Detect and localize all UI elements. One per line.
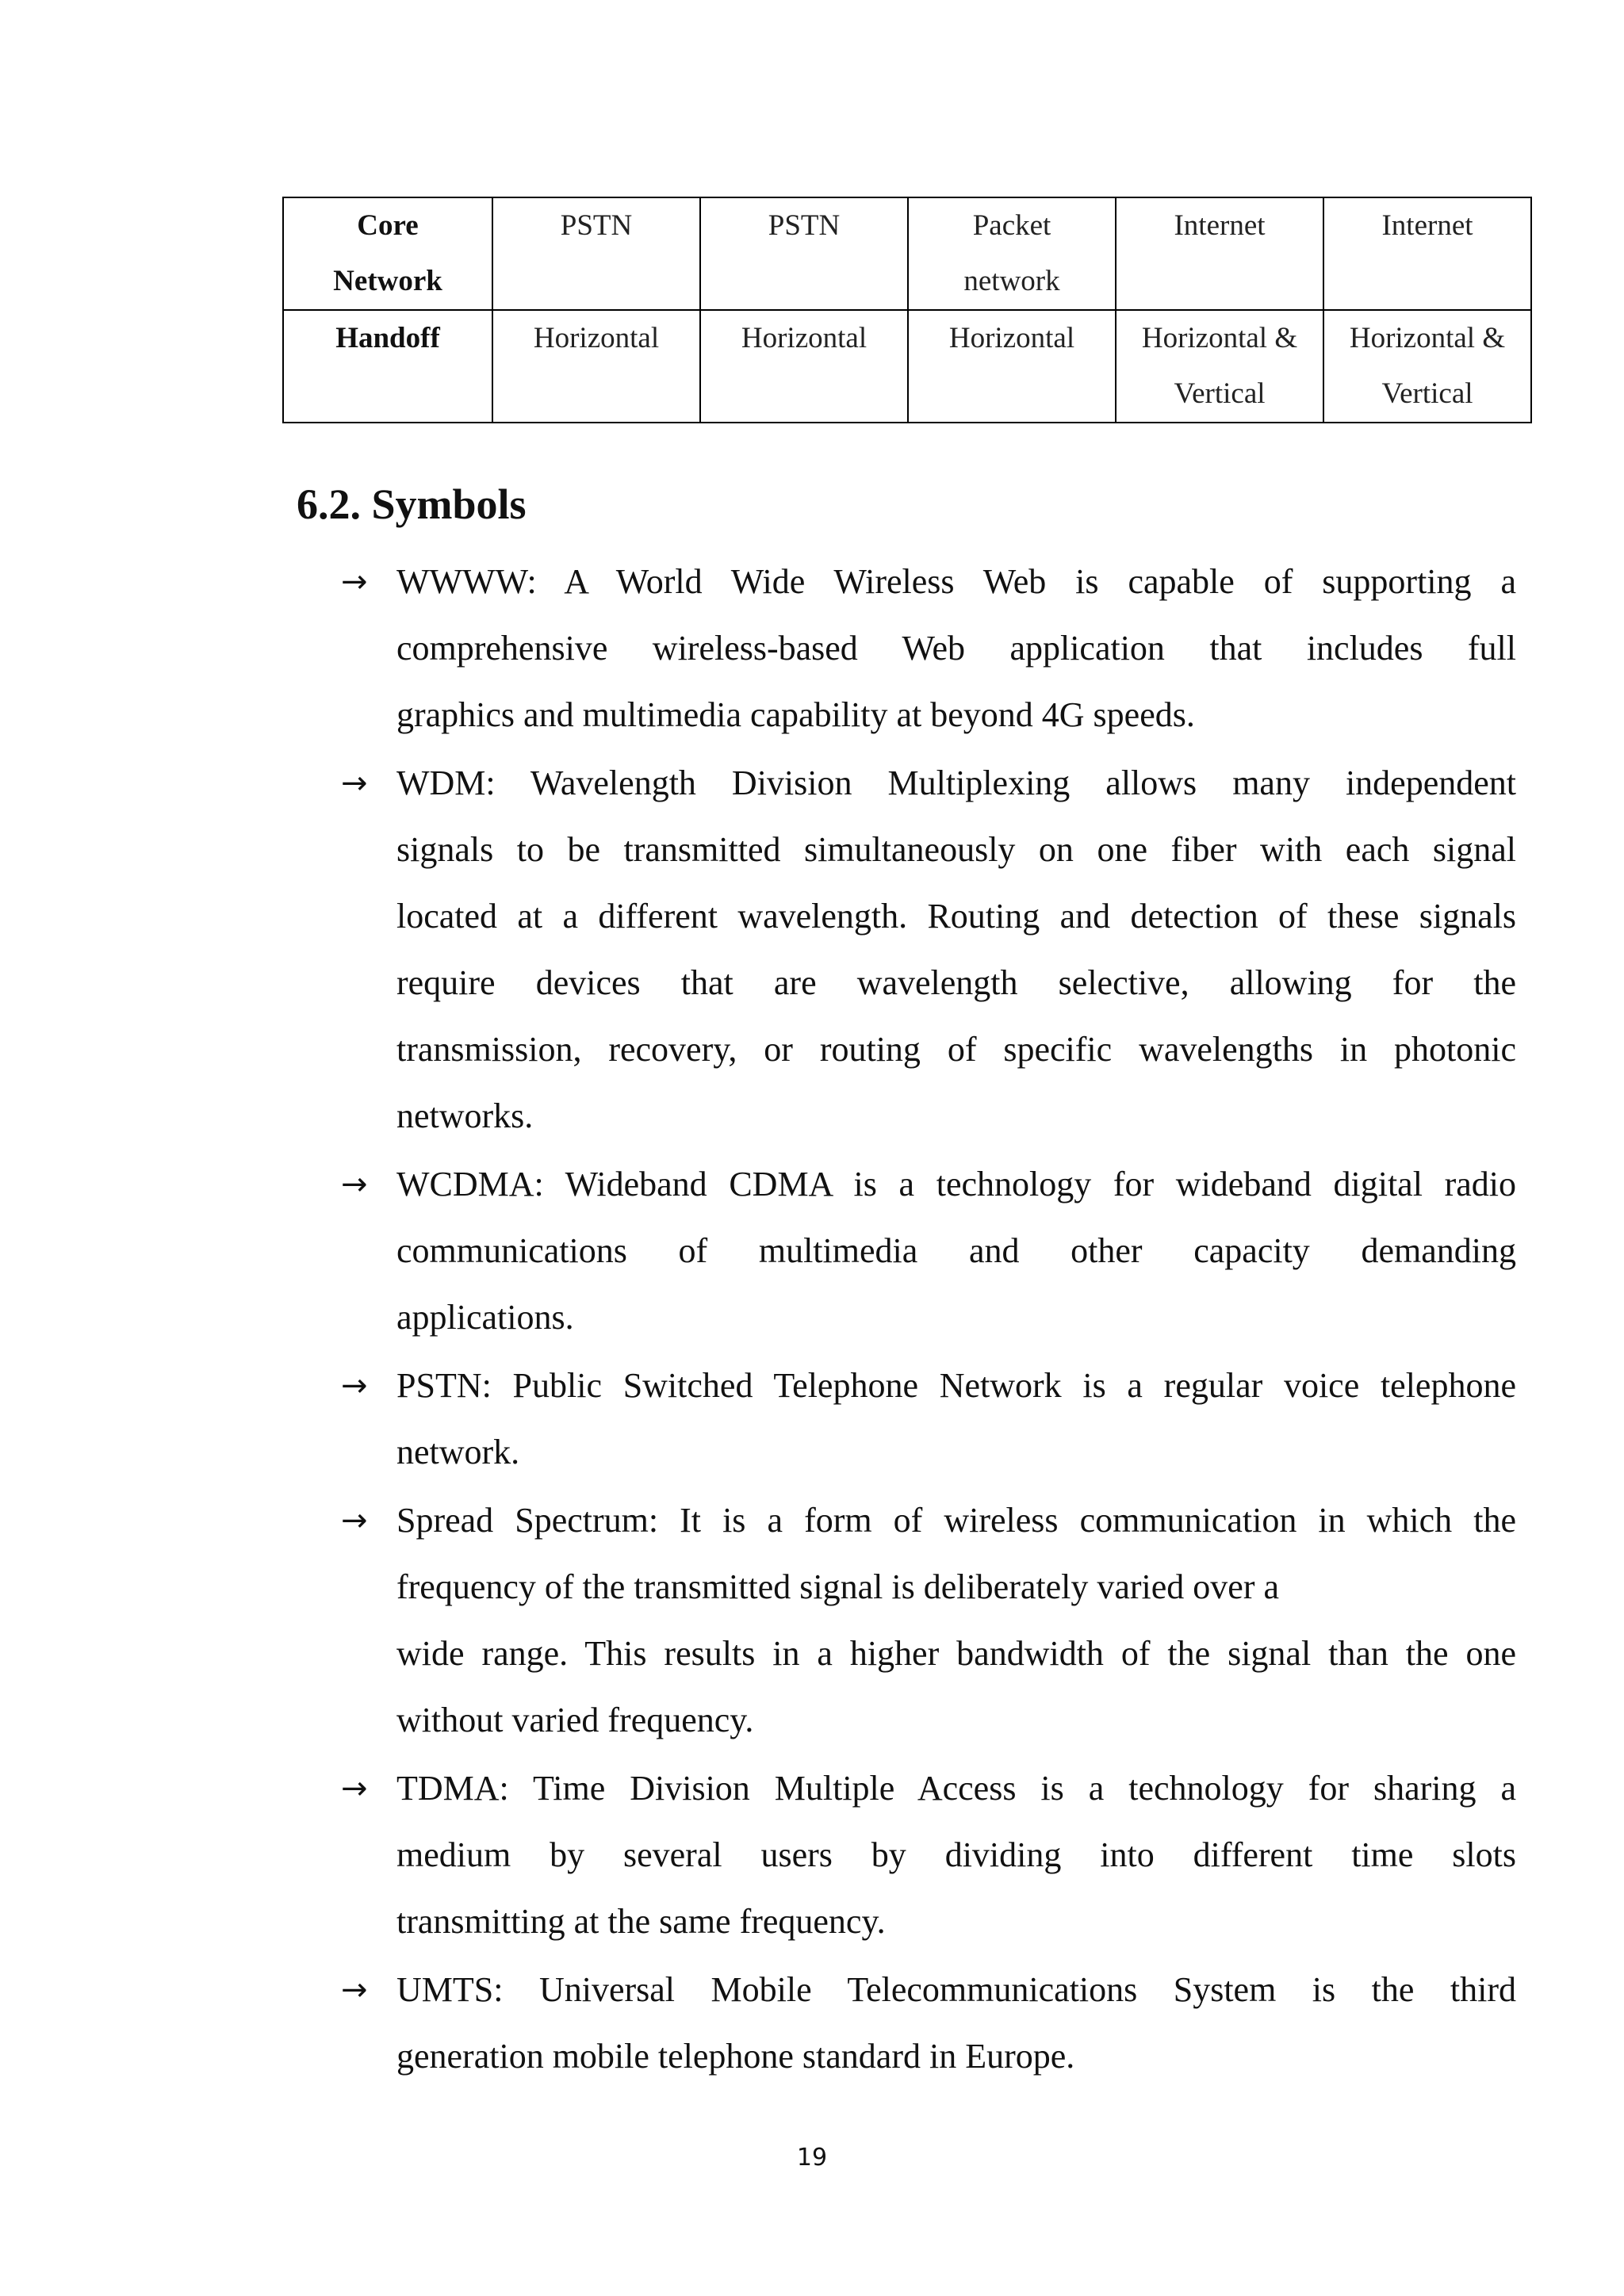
table-cell <box>700 197 908 310</box>
item-line: WCDMA: Wideband CDMA is a technology for wideband digital radio <box>396 1165 1516 1203</box>
item-line: comprehensive wireless-based Web application that includes full <box>396 629 1516 668</box>
cell-line: PSTN <box>560 209 633 242</box>
item-line: transmission, recovery, or routing of specific wavelengths in photonic <box>396 1030 1516 1069</box>
item-line: networks. <box>396 1096 534 1135</box>
cell-line: Internet <box>1174 209 1266 242</box>
item-line: wide range. This results in a higher bandwidth of the signal than the one <box>396 1634 1516 1673</box>
cell-line: Horizontal <box>948 322 1075 354</box>
item-line: signals to be transmitted simultaneously on one fiber with each signal <box>396 830 1516 869</box>
item-line: PSTN: Public Switched Telephone Network is a regular voice telephone <box>396 1366 1516 1405</box>
item-line: located at a different wavelength. Routing and detection of these signals <box>396 897 1516 936</box>
item-line: UMTS: Universal Mobile Telecommunications System is the third <box>396 1970 1516 2009</box>
cell-line: Horizontal & <box>1141 322 1298 354</box>
right-arrow-icon: → <box>341 1368 368 1404</box>
list-item <box>341 549 1516 748</box>
right-arrow-icon: → <box>341 765 368 802</box>
table-cell <box>1116 310 1323 423</box>
cell-line: Handoff <box>335 322 440 354</box>
item-line: WDM: Wavelength Division Multiplexing allows many independent <box>396 763 1516 802</box>
cell-line: Vertical <box>1381 377 1473 410</box>
item-line: medium by several users by dividing into different time slots <box>396 1835 1516 1874</box>
table-cell <box>1323 197 1531 310</box>
list-item <box>341 1353 1516 1486</box>
list-item <box>341 1755 1516 1955</box>
right-arrow-icon: → <box>341 1502 368 1539</box>
item-line: generation mobile telephone standard in Europe. <box>396 2037 1075 2076</box>
item-line: transmitting at the same frequency. <box>396 1902 886 1941</box>
table-row-handoff <box>283 310 1531 423</box>
row-header-core-network <box>283 197 492 310</box>
cell-line: PSTN <box>768 209 841 242</box>
item-line: Spread Spectrum: It is a form of wireless communication in which the <box>396 1501 1516 1540</box>
item-line: applications. <box>396 1298 574 1337</box>
right-arrow-icon: → <box>341 564 368 600</box>
cell-line: Packet <box>972 209 1051 242</box>
table-cell <box>700 310 908 423</box>
item-line: frequency of the transmitted signal is deliberately varied over a <box>396 1567 1280 1606</box>
cell-line: Horizontal <box>533 322 660 354</box>
cell-line: Network <box>333 265 442 297</box>
comparison-table <box>282 197 1532 423</box>
cell-line: Core <box>357 209 419 242</box>
cell-line: Horizontal <box>741 322 868 354</box>
item-line: graphics and multimedia capability at beyond 4G speeds. <box>396 695 1195 734</box>
item-line: network. <box>396 1433 520 1471</box>
row-header-handoff <box>283 310 492 423</box>
table-cell <box>908 197 1116 310</box>
table-row-core-network <box>283 197 1531 310</box>
list-item <box>341 1151 1516 1351</box>
cell-line: Vertical <box>1174 377 1266 410</box>
table-cell <box>1323 310 1531 423</box>
item-line: WWWW: A World Wide Wireless Web is capable of supporting a <box>396 562 1516 601</box>
right-arrow-icon: → <box>341 1770 368 1807</box>
section-heading: 6.2. Symbols <box>297 480 527 528</box>
table-cell <box>492 310 700 423</box>
table-cell <box>492 197 700 310</box>
item-line: without varied frequency. <box>396 1701 754 1739</box>
list-item <box>341 750 1516 1150</box>
cell-line: Horizontal & <box>1349 322 1506 354</box>
item-line: communications of multimedia and other capacity demanding <box>396 1231 1516 1270</box>
item-line: TDMA: Time Division Multiple Access is a technology for sharing a <box>396 1769 1516 1808</box>
symbol-list <box>341 549 1516 2091</box>
list-item <box>341 1957 1516 2090</box>
cell-line: network <box>963 265 1060 297</box>
right-arrow-icon: → <box>341 1166 368 1203</box>
page-number: 19 <box>796 2144 828 2172</box>
right-arrow-icon: → <box>341 1972 368 2008</box>
table-cell <box>908 310 1116 423</box>
cell-line: Internet <box>1381 209 1473 242</box>
list-item <box>341 1487 1516 1754</box>
table-cell <box>1116 197 1323 310</box>
item-line: require devices that are wavelength selective, allowing for the <box>396 963 1516 1002</box>
